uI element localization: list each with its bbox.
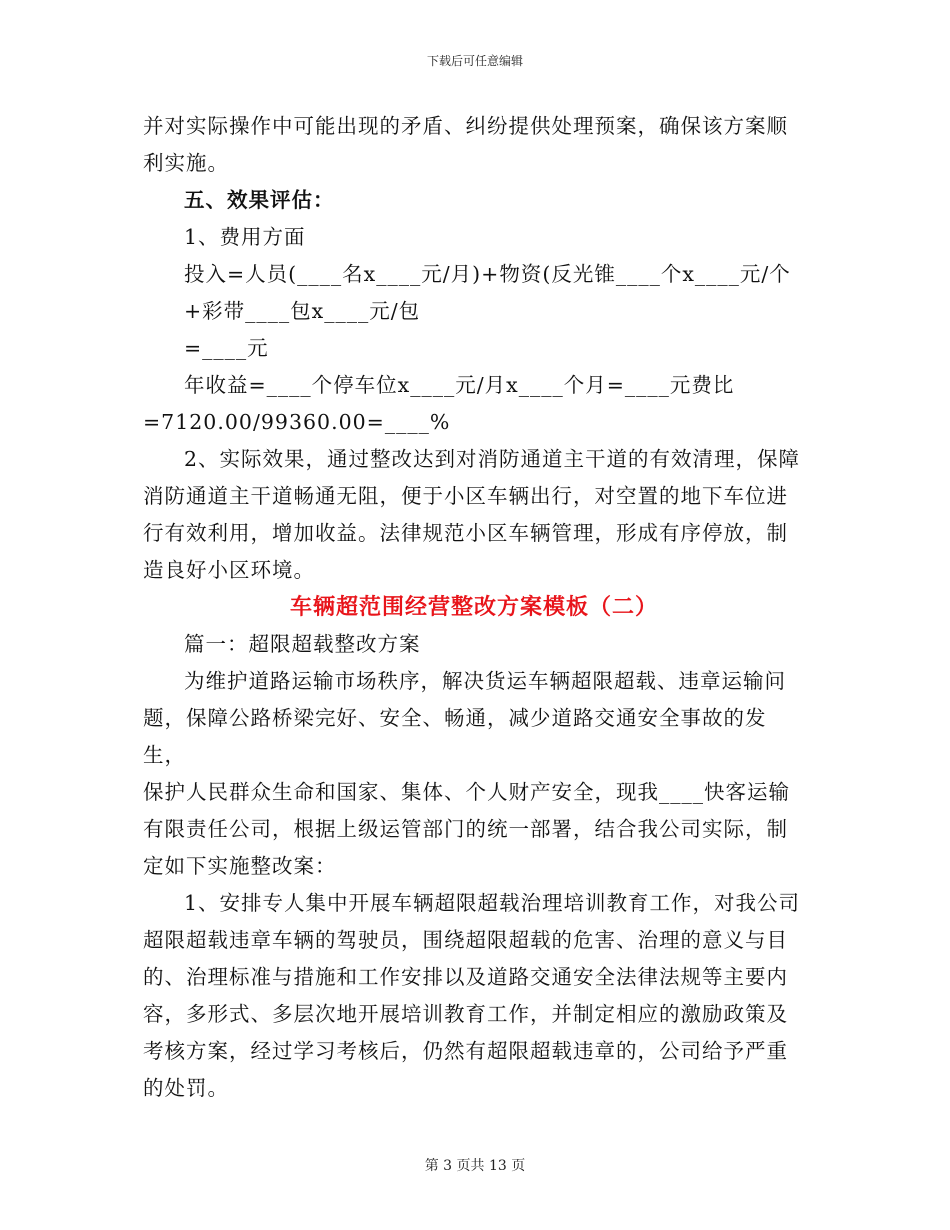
text-line: 消防通道主干道畅通无阻，便于小区车辆出行，对空置的地下车位进 bbox=[143, 484, 788, 508]
text-line: 的处罚。 bbox=[143, 1076, 229, 1100]
text-line: 保护人民群众生命和国家、集体、个人财产安全，现我____快客运输 bbox=[143, 780, 790, 804]
text-line: 利实施。 bbox=[143, 151, 229, 175]
section-heading: 五、效果评估： bbox=[184, 188, 335, 212]
text-line: 超限超载违章车辆的驾驶员，围绕超限超载的危害、治理的意义与目 bbox=[143, 928, 788, 952]
formula-line: +彩带____包x____元/包 bbox=[184, 299, 421, 323]
text-line: 并对实际操作中可能出现的矛盾、纠纷提供处理预案，确保该方案顺 bbox=[143, 114, 788, 138]
subsection-heading: 1、费用方面 bbox=[184, 225, 306, 249]
chapter-heading: 篇一：超限超载整改方案 bbox=[184, 632, 421, 656]
formula-line: 年收益=____个停车位x____元/月x____个月=____元费比 bbox=[184, 373, 735, 397]
page-footer: 第 3 页共 13 页 bbox=[424, 1158, 526, 1174]
document-title: 车辆超范围经营整改方案模板（二） bbox=[289, 594, 658, 620]
text-line: 为维护道路运输市场秩序，解决货运车辆超限超载、违章运输问 bbox=[184, 669, 786, 693]
text-line: 行有效利用，增加收益。法律规范小区车辆管理，形成有序停放，制 bbox=[143, 521, 788, 545]
text-line: 的、治理标准与措施和工作安排以及道路交通安全法律法规等主要内 bbox=[143, 965, 788, 989]
text-line: 题，保障公路桥梁完好、安全、畅通，减少道路交通安全事故的发生， bbox=[143, 706, 767, 767]
text-line: 1、安排专人集中开展车辆超限超载治理培训教育工作，对我公司 bbox=[184, 891, 801, 915]
formula-line: 投入=人员(____名x____元/月)+物资(反光锥____个x____元/个 bbox=[184, 262, 791, 286]
text-line: 容，多形式、多层次地开展培训教育工作，并制定相应的激励政策及 bbox=[143, 1002, 788, 1026]
formula-line: =7120.00/99360.00=____% bbox=[143, 410, 451, 434]
text-line: 定如下实施整改案： bbox=[143, 854, 337, 878]
text-line: 有限责任公司，根据上级运管部门的统一部署，结合我公司实际，制 bbox=[143, 817, 788, 841]
page-header: 下载后可任意编辑 bbox=[426, 54, 523, 68]
text-line: 考核方案，经过学习考核后，仍然有超限超载违章的，公司给予严重 bbox=[143, 1039, 788, 1063]
formula-line: =____元 bbox=[184, 336, 269, 360]
text-line: 造良好小区环境。 bbox=[143, 558, 315, 582]
document-body bbox=[143, 108, 805, 1107]
text-line: 2、实际效果，通过整改达到对消防通道主干道的有效清理，保障 bbox=[184, 447, 801, 471]
